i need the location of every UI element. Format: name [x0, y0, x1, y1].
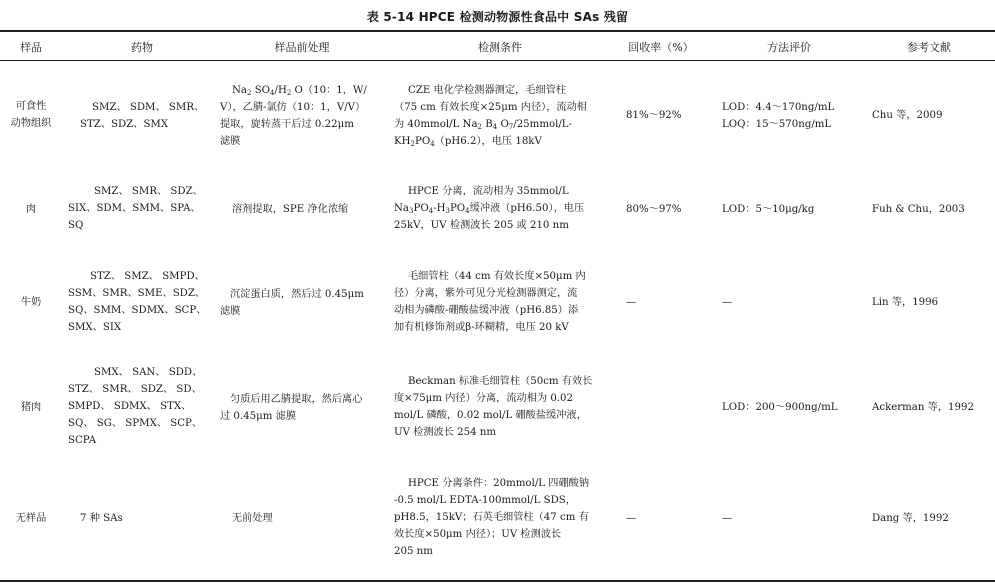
- header-drug: 药物: [131, 41, 153, 54]
- cell-prep: 沉淀蛋白质，然后过 0.45μm 滤膜: [220, 289, 364, 317]
- header-prep: 样品前处理: [274, 41, 330, 54]
- cell-recovery: —: [626, 297, 637, 308]
- table-bottom-rule: [0, 580, 995, 582]
- cell-conditions: HPCE 分离条件：20mmol/L 四硼酸钠 -0.5 mol/L EDTA-100mmol/L SDS， pH8.5，15kV；石英毛细管柱（47 cm 有 效长度×50μm 内径）；UV 检测波长 205 nm: [394, 478, 590, 557]
- header-bottom-rule: [0, 60, 995, 61]
- cell-conditions: 毛细管柱（44 cm 有效长度×50μm 内 径）分离，紫外可见分光检测器测定，流 动相为磷酸-硼酸盐缓冲液（pH6.85）添 加有机修饰剂或β-环糊精，电压 20 kV: [394, 271, 586, 333]
- cell-sample: 肉: [25, 204, 37, 215]
- cell-evaluation: LOD：200～900ng/mL: [722, 402, 838, 413]
- cell-drugs: SMX、 SAN、 SDD、 STZ、 SMR、 SDZ、 SD、 SMPD、 SDMX、 STX、 SQ、 SG、 SPMX、 SCP、 SCPA: [68, 367, 203, 446]
- header-reference: 参考文献: [907, 41, 951, 54]
- cell-recovery: —: [626, 513, 637, 524]
- header-evaluation: 方法评价: [767, 41, 811, 54]
- cell-recovery: 80%～97%: [626, 204, 682, 215]
- cell-evaluation: —: [722, 513, 733, 524]
- header-conditions: 检测条件: [478, 41, 522, 54]
- cell-recovery: 81%～92%: [626, 110, 682, 121]
- cell-conditions: CZE 电化学检测器测定，毛细管柱 （75 cm 有效长度×25μm 内径），流动相 为 40mmol/L $Na_2$ $B_4$ $O_7/25mmol/L-$ $KH_2PO_4(pH6.2)$，电压 18kV: [394, 85, 587, 148]
- cell-sample: 无样品: [15, 513, 47, 524]
- cell-evaluation: —: [722, 297, 733, 308]
- cell-reference: Lin 等，1996: [872, 297, 939, 308]
- cell-drugs: SMZ、 SMR、 SDZ、 SIX、SDM、SMM、SPA、 SQ: [68, 186, 203, 231]
- cell-evaluation: LOD：5～10μg/kg: [722, 204, 815, 215]
- cell-sample: 可食性 动物组织: [10, 101, 52, 129]
- cell-prep: $Na_2$ $SO_4/H_2$ O（10：1，W/ V），乙腈-氯仿（10：1，V/V） 提取，旋转蒸干后过 0.22μm 滤膜: [220, 85, 367, 147]
- cell-sample: 猪肉: [20, 402, 42, 413]
- cell-prep: 无前处理: [232, 513, 273, 524]
- cell-reference: Fuh & Chu，2003: [872, 204, 965, 215]
- cell-reference: Ackerman 等，1992: [872, 402, 974, 413]
- cell-drugs: 7 种 SAs: [80, 513, 123, 524]
- table-top-rule: [0, 30, 995, 32]
- cell-sample: 牛奶: [20, 297, 42, 308]
- table-title: 表 5-14 HPCE 检测动物源性食品中 SAs 残留: [366, 10, 629, 24]
- cell-evaluation: LOD：4.4～170ng/mL LOQ：15～570ng/mL: [722, 102, 835, 130]
- cell-drugs: STZ、 SMZ、 SMPD、 SSM、SMR、SME、SDZ、 SQ、SMM、SDMX、SCP、 SMX、SIX: [68, 271, 207, 333]
- cell-reference: Chu 等，2009: [872, 110, 943, 121]
- cell-conditions: Beckman 标准毛细管柱（50cm 有效长 度×75μm 内径）分离，流动相为 0.02 mol/L 磷酸，0.02 mol/L 硼酸盐缓冲液， UV 检测波长 254 nm: [394, 376, 593, 438]
- cell-prep: 溶剂提取，SPE 净化浓缩: [232, 204, 349, 215]
- cell-drugs: SMZ、 SDM、 SMR、 STZ、SDZ、SMX: [80, 102, 205, 130]
- cell-prep: 匀质后用乙腈提取，然后离心 过 0.45μm 滤膜: [220, 394, 363, 422]
- cell-reference: Dang 等，1992: [872, 513, 949, 524]
- cell-conditions: HPCE 分离，流动相为 35mmol/L $Na_3PO_4-H_3PO_4$缓冲液（pH6.50），电压 25kV，UV 检测波长 205 或 210 nm: [394, 186, 585, 231]
- header-sample: 样品: [20, 41, 42, 54]
- header-recovery: 回收率（%）: [628, 41, 694, 54]
